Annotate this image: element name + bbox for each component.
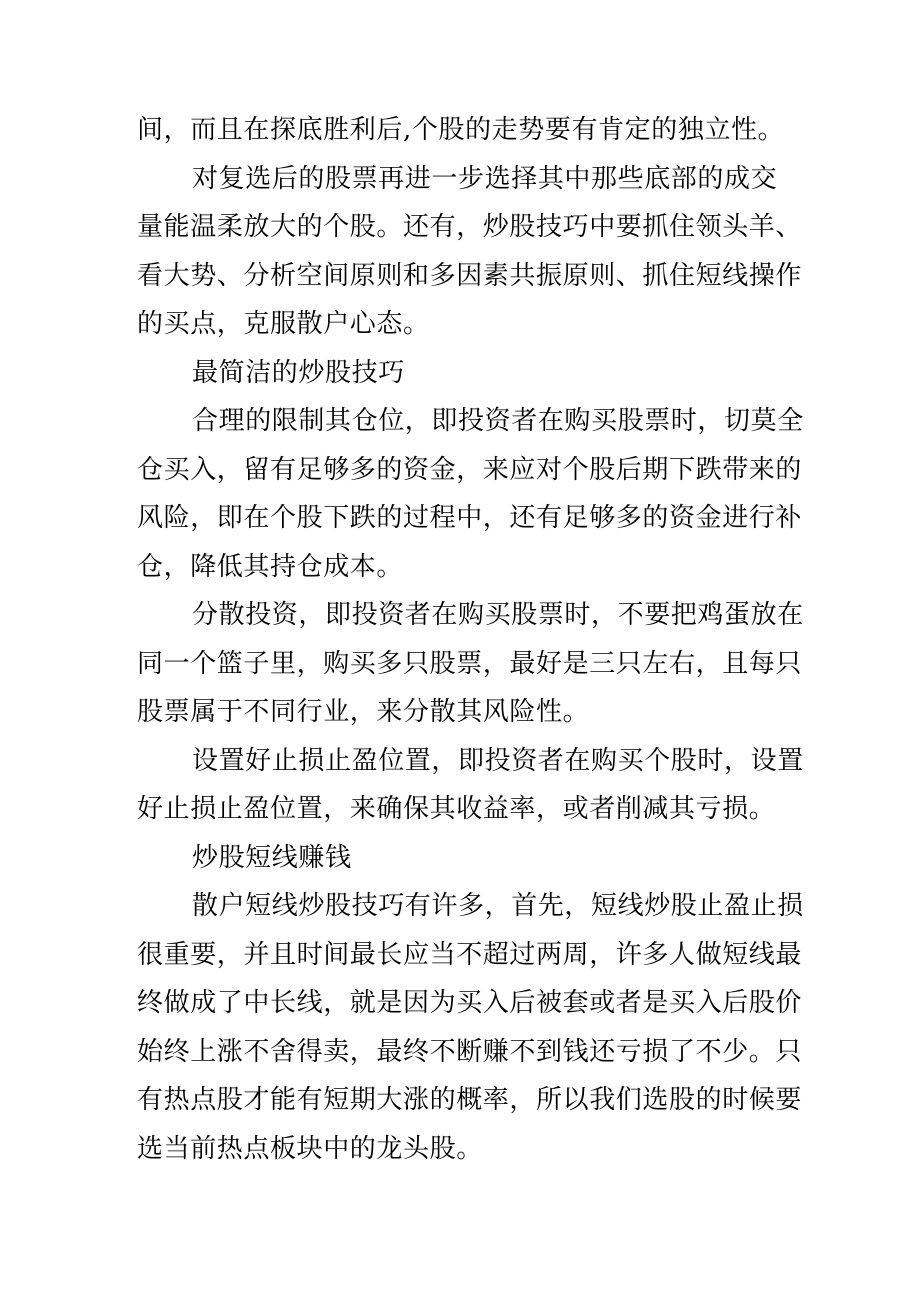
text-line: 散户短线炒股技巧有许多，首先，短线炒股止盈止损 xyxy=(192,891,804,921)
text-line: 好止损止盈位置，来确保其收益率，或者削减其亏损。 xyxy=(137,794,776,824)
text-line: 对复选后的股票再进一步选择其中那些底部的成交 xyxy=(192,163,778,194)
text-line: 设置好止损止盈位置，即投资者在购买个股时，设置 xyxy=(192,745,804,776)
text-line: 合理的限制其仓位，即投资者在购买股票时，切莫全 xyxy=(192,406,804,436)
text-line: 看大势、分析空间原则和多因素共振原则、抓住短线操作 xyxy=(137,260,803,291)
text-line: 很重要，并且时间最长应当不超过两周，许多人做短线最 xyxy=(137,939,803,970)
text-line: 选当前热点板块中的龙头股。 xyxy=(137,1133,483,1164)
text-line: 终做成了中长线，就是因为买入后被套或者是买入后股价 xyxy=(137,988,803,1018)
section-heading: 最简洁的炒股技巧 xyxy=(192,357,405,388)
text-line: 股票属于不同行业，来分散其风险性。 xyxy=(137,697,590,727)
text-line: 有热点股才能有短期大涨的概率，所以我们选股的时候要 xyxy=(137,1085,803,1115)
text-line: 仓买入，留有足够多的资金，来应对个股后期下跌带来的 xyxy=(137,454,803,485)
text-line: 风险，即在个股下跌的过程中，还有足够多的资金进行补 xyxy=(137,503,803,533)
text-line: 间，而且在探底胜利后,个股的走势要有肯定的独立性。 xyxy=(137,115,785,145)
document-body xyxy=(137,106,804,1173)
text-line: 的买点，克服散户心态。 xyxy=(137,309,430,339)
text-line: 仓，降低其持仓成本。 xyxy=(137,551,404,582)
text-line: 同一个篮子里，购买多只股票，最好是三只左右，且每只 xyxy=(137,648,803,679)
text-line: 分散投资，即投资者在购买股票时，不要把鸡蛋放在 xyxy=(192,600,804,630)
section-heading: 炒股短线赚钱 xyxy=(192,842,352,873)
text-line: 量能温柔放大的个股。还有，炒股技巧中要抓住领头羊、 xyxy=(137,212,803,242)
text-line: 始终上涨不舍得卖，最终不断赚不到钱还亏损了不少。只 xyxy=(137,1036,803,1067)
